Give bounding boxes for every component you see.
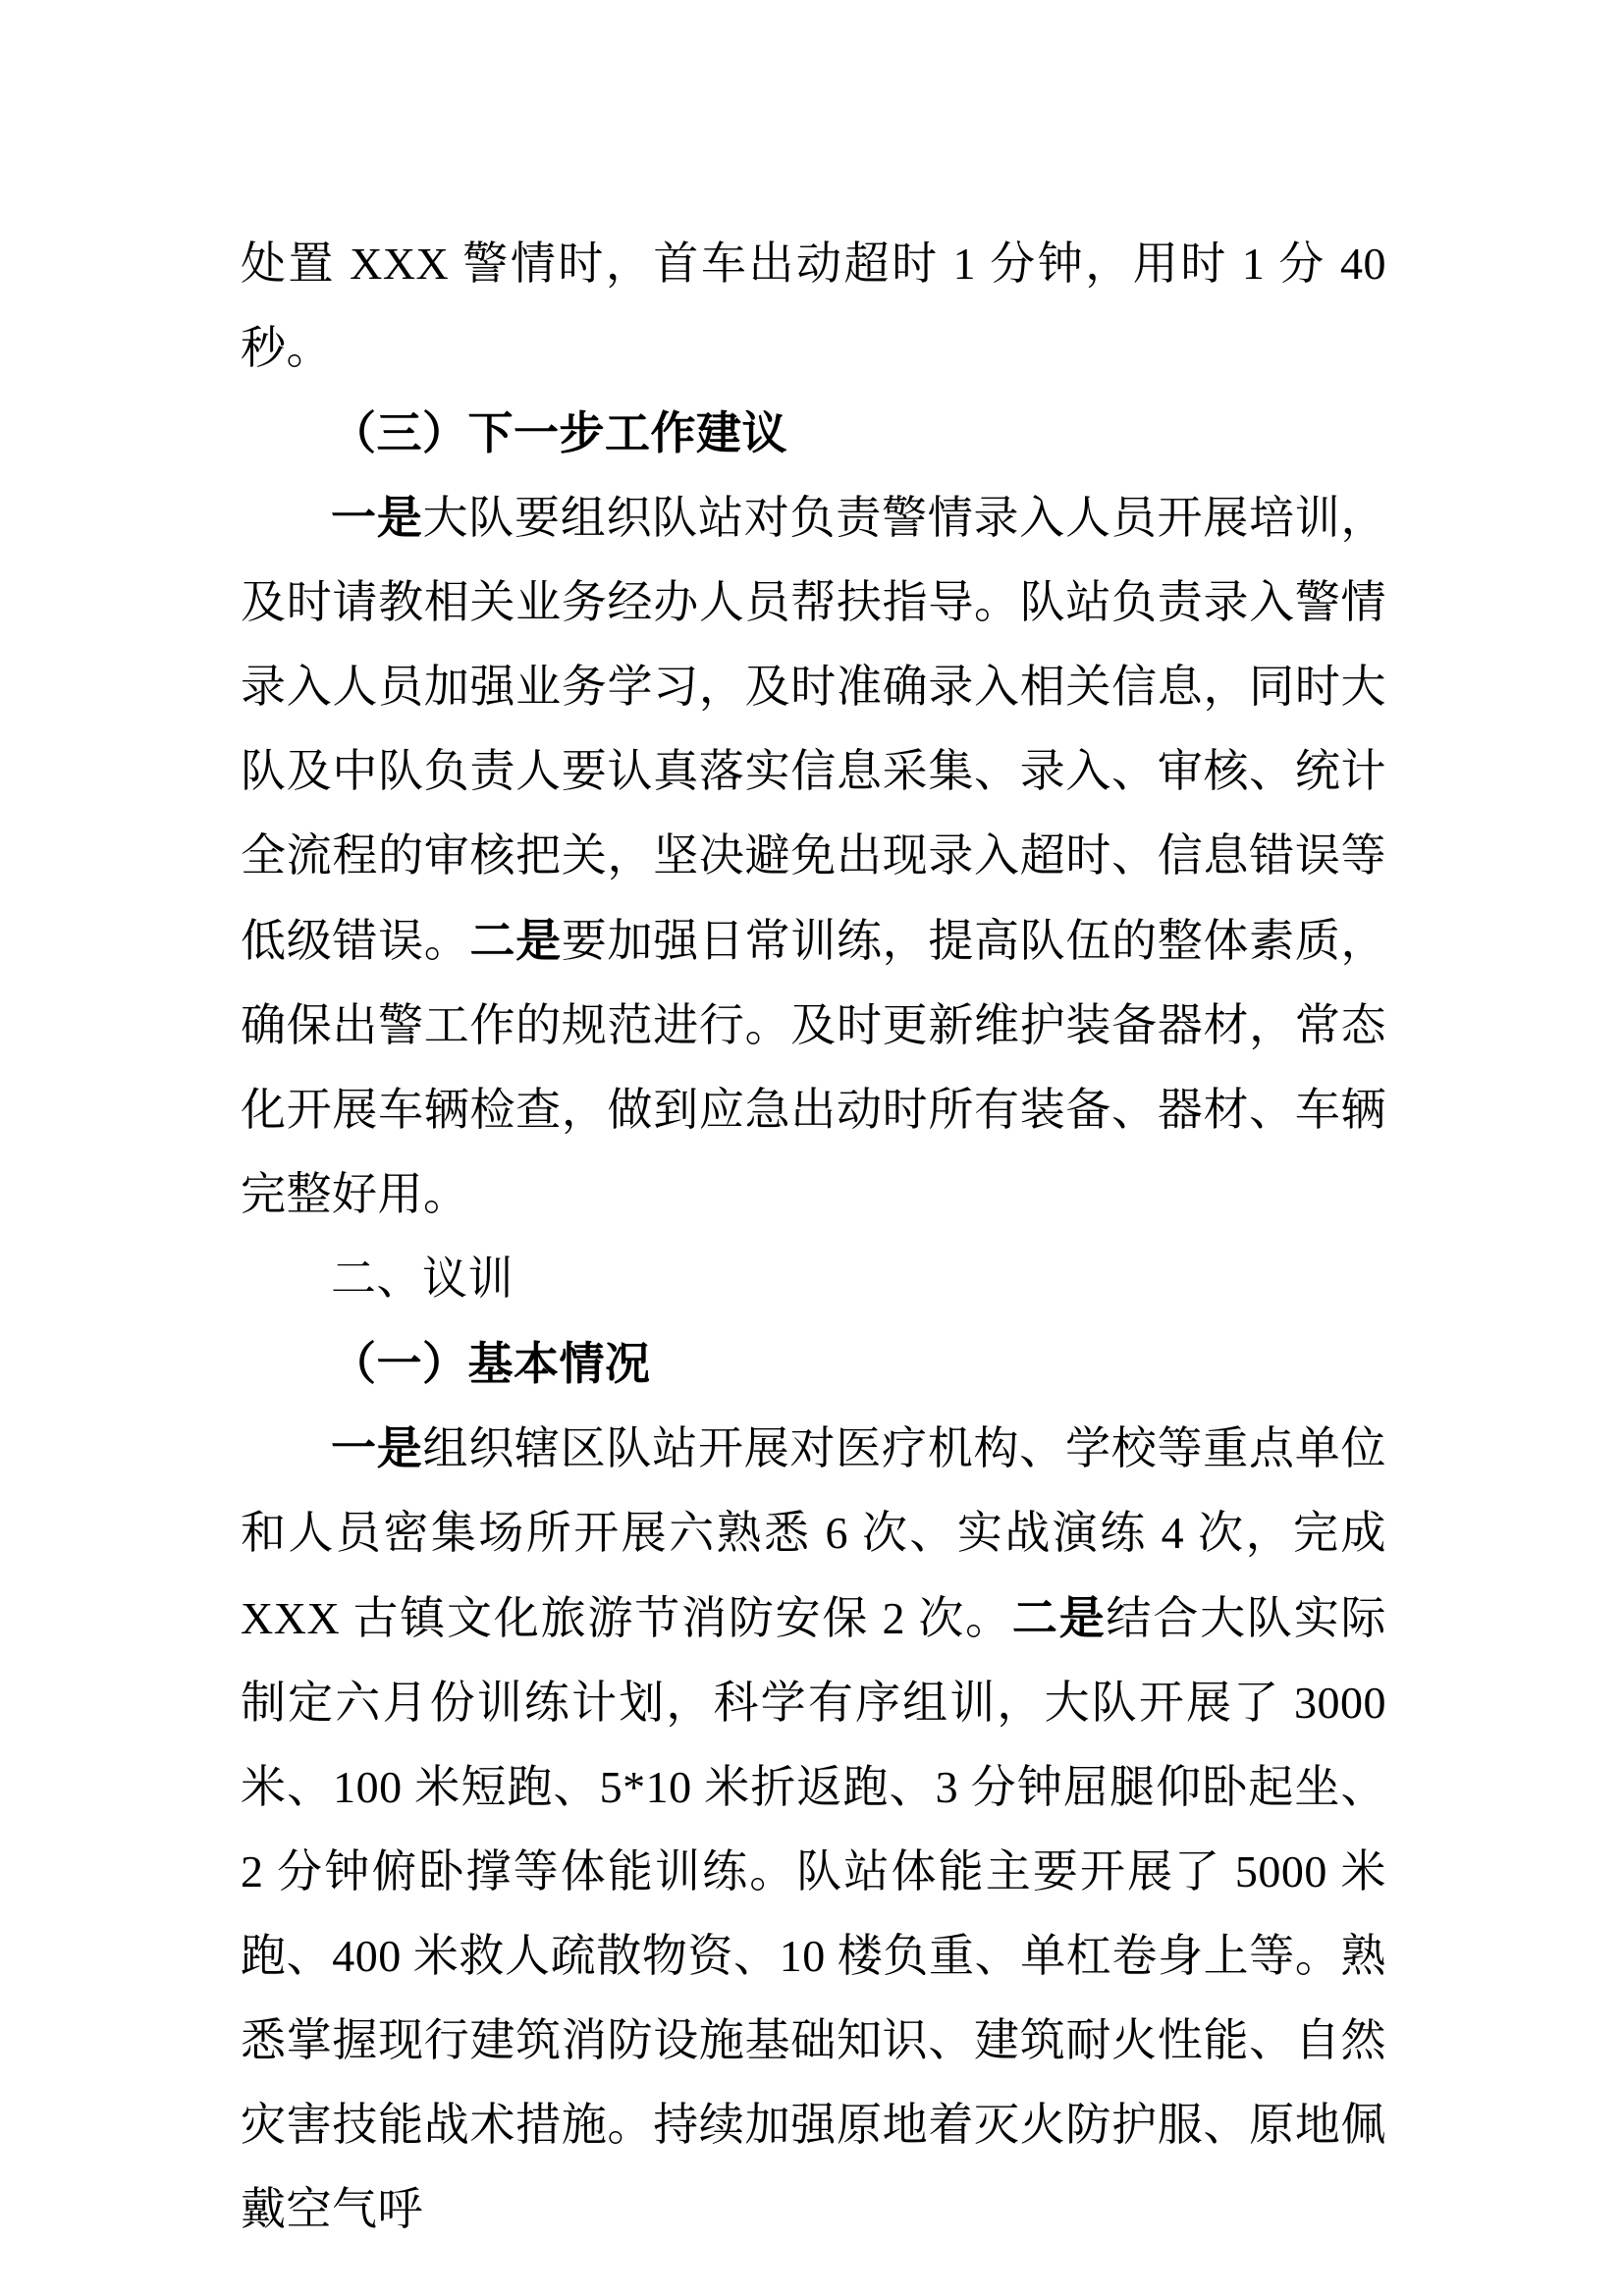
sub-heading xyxy=(241,391,1386,475)
body-text-run: 要加强日常训练，提高队伍的整体素质，确保出警工作的规范进行。及时更新维护装备器材，常态化开展车辆检查，做到应急出动时所有装备、器材、车辆完整好用。 xyxy=(241,916,1386,1219)
body-text-run: 处置 XXX 警情时，首车出动超时 1 分钟，用时 1 分 40 秒。 xyxy=(241,239,1386,373)
body-text-run: 大队要组织队站对负责警情录入人员开展培训，及时请教相关业务经办人员帮扶指导。队站负责录入警情录入人员加强业务学习，及时准确录入相关信息，同时大队及中队负责人要认真落实信息采集、录入、审核、统计全流程的审核把关，坚决避免出现录入超时、信息错误等低级错误。 xyxy=(241,493,1386,966)
sub-heading xyxy=(241,1321,1386,1406)
body-text-run: 结合大队实际制定六月份训练计划，科学有序组训，大队开展了 3000 米、100 米短跑、5*10 米折返跑、3 分钟屈腿仰卧起坐、2 分钟俯卧撑等体能训练。队站体能主要开展了 5000 米跑、400 米救人疏散物资、10 楼负重、单杠卷身上等。熟悉掌握现行建筑消防设施基础知识、建筑耐火性能、自然灾害技能战术措施。持续加强原地着灭火防护服、原地佩戴空气呼 xyxy=(241,1593,1386,2234)
paragraph-continuation xyxy=(241,222,1386,391)
bold-emphasis-text: 一是 xyxy=(331,1422,423,1473)
section-heading xyxy=(241,1237,1386,1321)
body-text-run: 组织辖区队站开展对医疗机构、学校等重点单位和人员密集场所开展六熟悉 6 次、实战演练 4 次，完成 XXX 古镇文化旅游节消防安保 2 次。 xyxy=(241,1423,1386,1643)
document-body xyxy=(241,222,1386,2252)
paragraph xyxy=(241,1406,1386,2252)
bold-emphasis-text: （一）基本情况 xyxy=(331,1338,651,1389)
bold-emphasis-text: 二是 xyxy=(1011,1592,1107,1643)
bold-emphasis-text: 二是 xyxy=(469,915,562,966)
bold-emphasis-text: （三）下一步工作建议 xyxy=(331,407,787,458)
bold-emphasis-text: 一是 xyxy=(331,492,423,543)
body-text-run: 二、议训 xyxy=(331,1254,514,1304)
paragraph xyxy=(241,475,1386,1237)
